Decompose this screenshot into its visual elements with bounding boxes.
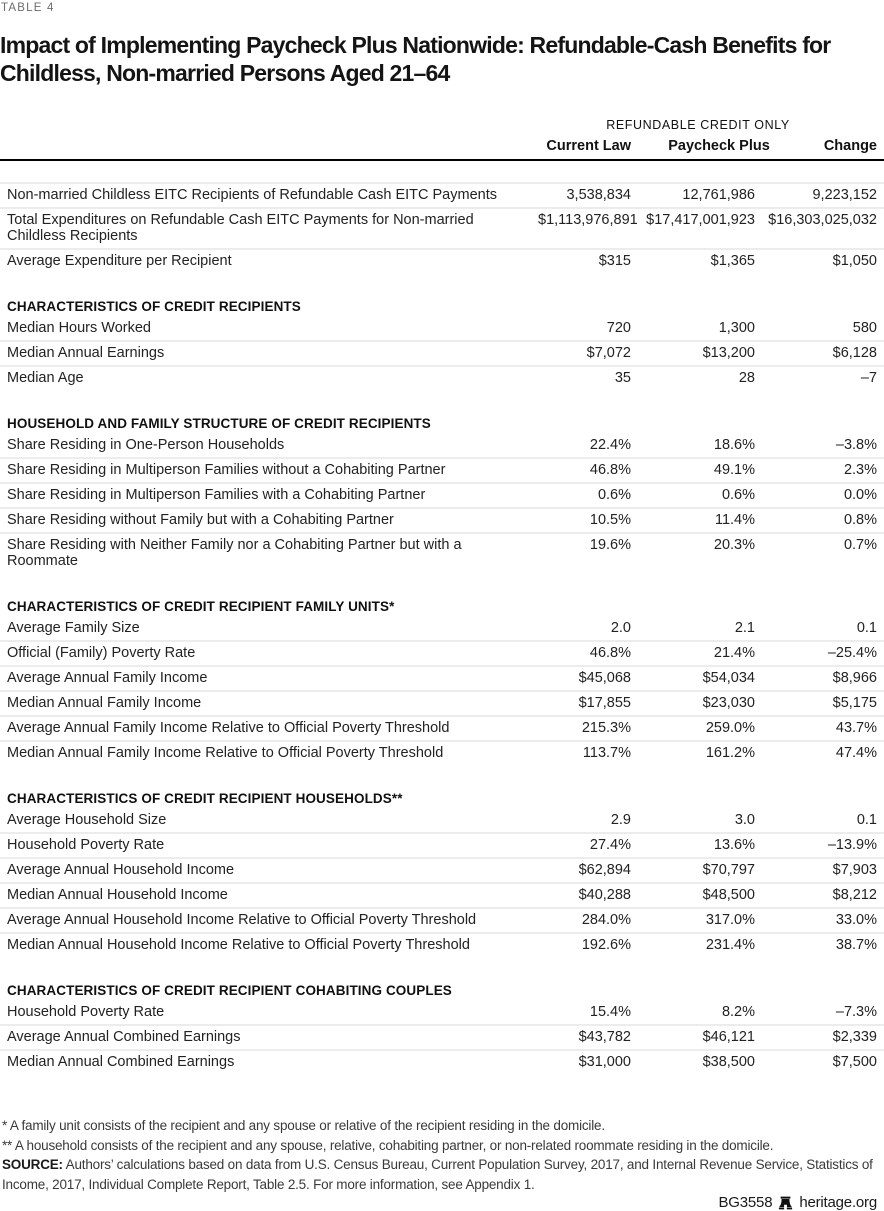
row-value-current-law: 2.0 (610, 620, 631, 636)
row-label: Non-married Childless EITC Recipients of Refundable Cash EITC Payments (7, 187, 497, 203)
table-row (0, 365, 884, 390)
liberty-bell-icon (778, 1196, 793, 1210)
row-value-current-law: 2.9 (610, 812, 631, 828)
footer-site: heritage.org (799, 1194, 877, 1211)
row-value-current-law: $315 (598, 253, 631, 269)
table-section (0, 416, 884, 573)
row-label: Median Annual Household Income (7, 887, 228, 903)
table-section (0, 299, 884, 390)
row-label: Average Annual Household Income (7, 862, 235, 878)
section-heading: CHARACTERISTICS OF CREDIT RECIPIENT HOUSEHOLDS** (7, 791, 403, 806)
row-label: Share Residing with Neither Family nor a Cohabiting Partner but with a Roommate (7, 537, 462, 569)
footnotes-block (0, 1116, 884, 1194)
column-header-paycheck-plus: Paycheck Plus (668, 138, 770, 154)
row-value-current-law: $43,782 (578, 1029, 631, 1045)
row-value-current-law: 19.6% (589, 537, 631, 553)
column-group-label: REFUNDABLE CREDIT ONLY (606, 118, 790, 132)
section-rows (0, 617, 884, 765)
row-value-paycheck-plus: $38,500 (702, 1054, 755, 1070)
table-row (0, 882, 884, 907)
section-heading: CHARACTERISTICS OF CREDIT RECIPIENT COHABITING COUPLES (7, 983, 452, 998)
source-note (2, 1155, 884, 1194)
row-value-current-law: 720 (606, 320, 631, 336)
row-value-paycheck-plus: 3.0 (734, 812, 755, 828)
row-value-current-law: 3,538,834 (566, 187, 631, 203)
row-label: Share Residing in Multiperson Families without a Cohabiting Partner (7, 462, 446, 478)
row-value-paycheck-plus: $23,030 (702, 695, 755, 711)
section-rows (0, 182, 884, 273)
row-label: Average Annual Household Income Relative to Official Poverty Threshold (7, 912, 477, 928)
row-value-paycheck-plus: $1,365 (710, 253, 755, 269)
row-value-current-law: 284.0% (581, 912, 631, 928)
table-row (0, 665, 884, 690)
page-title: Impact of Implementing Paycheck Plus Nationwide: Refundable-Cash Benefits for Childless, Non-married Persons Aged 21–64 (0, 32, 831, 86)
row-value-current-law: 46.8% (589, 645, 631, 661)
table-label: TABLE 4 (1, 2, 55, 14)
row-value-paycheck-plus: 13.6% (713, 837, 755, 853)
row-label: Share Residing without Family but with a Cohabiting Partner (7, 512, 394, 528)
row-label: Median Annual Earnings (7, 345, 165, 361)
table-row (0, 457, 884, 482)
section-rows (0, 809, 884, 957)
column-group-row (0, 118, 884, 132)
table-row (0, 715, 884, 740)
row-value-change: $6,128 (832, 345, 877, 361)
row-value-change: $7,500 (832, 1054, 877, 1070)
row-label: Median Hours Worked (7, 320, 151, 336)
table-row (0, 690, 884, 715)
row-value-paycheck-plus: $46,121 (702, 1029, 755, 1045)
table-row (0, 1049, 884, 1074)
row-label: Average Annual Family Income Relative to Official Poverty Threshold (7, 720, 450, 736)
section-rows (0, 317, 884, 390)
table-row (0, 617, 884, 640)
table-row (0, 640, 884, 665)
row-value-change: $1,050 (832, 253, 877, 269)
row-value-change: –7.3% (835, 1004, 877, 1020)
table-row (0, 532, 884, 573)
row-label: Average Expenditure per Recipient (7, 253, 232, 269)
section-heading: CHARACTERISTICS OF CREDIT RECIPIENT FAMILY UNITS* (7, 599, 395, 614)
row-label: Household Poverty Rate (7, 837, 165, 853)
row-value-change: 580 (852, 320, 877, 336)
row-value-current-law: $45,068 (578, 670, 631, 686)
row-value-change: –25.4% (827, 645, 877, 661)
row-value-change: 0.1 (856, 620, 877, 636)
row-value-paycheck-plus: 2.1 (734, 620, 755, 636)
table-row (0, 482, 884, 507)
table-row (0, 207, 884, 248)
row-value-change: 43.7% (835, 720, 877, 736)
table-body (0, 161, 884, 1074)
row-value-current-law: $7,072 (586, 345, 631, 361)
row-value-paycheck-plus: 1,300 (718, 320, 755, 336)
document-id: BG3558 (718, 1194, 773, 1211)
table-row (0, 832, 884, 857)
row-value-current-law: 192.6% (581, 937, 631, 953)
row-value-paycheck-plus: 317.0% (705, 912, 755, 928)
footnote-family-unit: * A family unit consists of the recipient and any spouse or relative of the recipient residing in the domicile. (2, 1118, 605, 1133)
column-header-row (0, 138, 884, 161)
row-value-paycheck-plus: 161.2% (705, 745, 755, 761)
row-value-paycheck-plus: 11.4% (714, 512, 755, 528)
row-value-paycheck-plus: $70,797 (702, 862, 755, 878)
row-label: Median Annual Family Income (7, 695, 202, 711)
table-section (0, 599, 884, 765)
row-value-current-law: $17,855 (578, 695, 631, 711)
row-value-current-law: 46.8% (589, 462, 631, 478)
row-value-paycheck-plus: 28 (738, 370, 755, 386)
row-value-paycheck-plus: 8.2% (721, 1004, 755, 1020)
row-label: Share Residing in One-Person Households (7, 437, 285, 453)
source-label: SOURCE: (2, 1157, 63, 1172)
table-row (0, 809, 884, 832)
table-row (0, 932, 884, 957)
table-row (0, 507, 884, 532)
row-value-current-law: 10.5% (589, 512, 631, 528)
row-value-change: 2.3% (843, 462, 877, 478)
row-value-current-law: 215.3% (581, 720, 631, 736)
row-label: Median Age (7, 370, 84, 386)
row-value-change: –3.8% (835, 437, 877, 453)
table-section (0, 983, 884, 1074)
section-heading: CHARACTERISTICS OF CREDIT RECIPIENTS (7, 299, 301, 314)
row-value-current-law: $40,288 (578, 887, 631, 903)
row-value-change: –7 (860, 370, 877, 386)
row-value-current-law: $1,113,976,891 (538, 212, 638, 228)
page-footer (0, 1194, 884, 1211)
table-section (0, 791, 884, 957)
table-row (0, 340, 884, 365)
table-section (0, 182, 884, 273)
section-rows (0, 1001, 884, 1074)
table-row (0, 1001, 884, 1024)
row-value-change: 47.4% (835, 745, 877, 761)
table-row (0, 907, 884, 932)
row-value-current-law: 15.4% (589, 1004, 631, 1020)
row-label: Share Residing in Multiperson Families with a Cohabiting Partner (7, 487, 426, 503)
row-value-current-law: $31,000 (578, 1054, 631, 1070)
footnote-household: ** A household consists of the recipient and any spouse, relative, cohabiting partner, or non-related roommate residing in the domicile. (2, 1137, 774, 1153)
row-value-current-law: $62,894 (578, 862, 631, 878)
table-row (0, 1024, 884, 1049)
row-value-paycheck-plus: $48,500 (702, 887, 755, 903)
row-label: Average Annual Family Income (7, 670, 208, 686)
row-label: Median Annual Family Income Relative to Official Poverty Threshold (7, 745, 444, 761)
row-value-change: 9,223,152 (812, 187, 877, 203)
section-rows (0, 434, 884, 573)
row-value-change: 38.7% (835, 937, 877, 953)
row-value-change: $7,903 (832, 862, 877, 878)
row-label: Average Household Size (7, 812, 167, 828)
row-value-change: $8,212 (832, 887, 877, 903)
row-value-change: 0.0% (843, 487, 877, 503)
row-value-current-law: 0.6% (597, 487, 631, 503)
row-value-paycheck-plus: 21.4% (713, 645, 755, 661)
table-row (0, 740, 884, 765)
row-value-current-law: 113.7% (582, 745, 631, 761)
row-value-paycheck-plus: $17,417,001,923 (646, 212, 755, 228)
row-value-paycheck-plus: 0.6% (721, 487, 755, 503)
column-header-change: Change (823, 138, 877, 154)
row-value-change: $5,175 (832, 695, 877, 711)
row-value-current-law: 27.4% (589, 837, 631, 853)
row-value-change: 0.8% (843, 512, 877, 528)
row-value-change: 0.7% (843, 537, 877, 553)
source-text: Authors’ calculations based on data from U.S. Census Bureau, Current Population Survey, 2017, and Internal Revenue Service, Statistics of Income, 2017, Individual Complete Report, Table 2.5. For more information, see Appendix 1. (2, 1157, 873, 1192)
table-header (0, 118, 884, 161)
row-value-paycheck-plus: 231.4% (705, 937, 755, 953)
row-value-paycheck-plus: $13,200 (702, 345, 755, 361)
table-row (0, 317, 884, 340)
row-value-change: $8,966 (832, 670, 877, 686)
row-value-paycheck-plus: 20.3% (713, 537, 755, 553)
row-value-change: 33.0% (835, 912, 877, 928)
row-label: Official (Family) Poverty Rate (7, 645, 196, 661)
table-row (0, 434, 884, 457)
row-value-paycheck-plus: 259.0% (705, 720, 755, 736)
row-value-paycheck-plus: $54,034 (702, 670, 755, 686)
row-value-paycheck-plus: 49.1% (713, 462, 755, 478)
row-label: Median Annual Household Income Relative to Official Poverty Threshold (7, 937, 470, 953)
row-label: Median Annual Combined Earnings (7, 1054, 235, 1070)
column-header-current-law: Current Law (546, 138, 631, 154)
row-value-current-law: 22.4% (589, 437, 631, 453)
row-value-current-law: 35 (614, 370, 631, 386)
row-value-paycheck-plus: 12,761,986 (682, 187, 755, 203)
table-row (0, 857, 884, 882)
row-label: Household Poverty Rate (7, 1004, 165, 1020)
row-value-change: –13.9% (827, 837, 877, 853)
row-value-change: 0.1 (856, 812, 877, 828)
row-label: Total Expenditures on Refundable Cash EITC Payments for Non-married Childless Recipients (7, 212, 474, 244)
row-value-change: $16,303,025,032 (768, 212, 877, 228)
section-heading: HOUSEHOLD AND FAMILY STRUCTURE OF CREDIT RECIPIENTS (7, 416, 431, 431)
row-label: Average Annual Combined Earnings (7, 1029, 241, 1045)
row-label: Average Family Size (7, 620, 140, 636)
table-row (0, 248, 884, 273)
table-row (0, 184, 884, 207)
row-value-change: $2,339 (832, 1029, 877, 1045)
row-value-paycheck-plus: 18.6% (713, 437, 755, 453)
